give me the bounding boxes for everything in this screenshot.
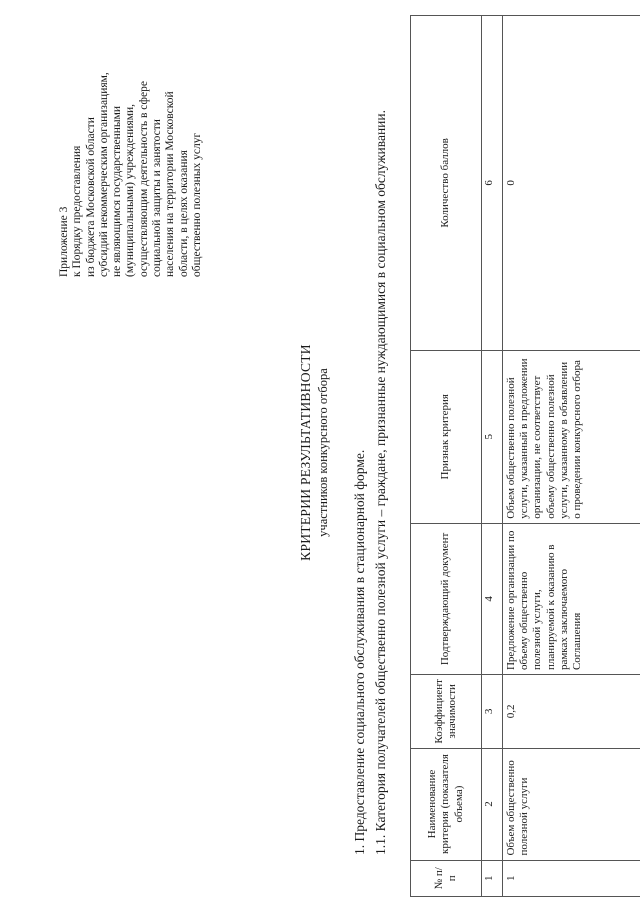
appendix-line: (муниципальными) учреждениями, — [124, 103, 137, 277]
section-heading: 1. Предоставление социального обслуживания в стационарной форме. — [352, 449, 367, 855]
column-number: 4 — [482, 523, 503, 674]
subsection-heading: 1.1. Категория получателей общественно полезной услуги – граждане, признанные нуждающимися в социальном обслуживании. — [373, 109, 388, 855]
header-cell: Подтверждающий документ — [411, 523, 482, 674]
document-subtitle: участников конкурсного отбора — [316, 368, 330, 537]
supporting-document: Предложение организации по объему общественно полезной услуги, планируемой к оказанию в рамках заключаемого Соглашения — [503, 523, 640, 674]
column-number: 6 — [482, 16, 503, 351]
significance-coefficient: 0,2 — [503, 675, 640, 749]
column-number: 5 — [482, 350, 503, 523]
appendix-line: к Порядку предоставления — [71, 145, 84, 277]
column-number-row — [482, 16, 503, 897]
criteria-table — [410, 15, 640, 897]
column-number: 3 — [482, 675, 503, 749]
header-cell: Наименование критерия (показателя объема) — [411, 748, 482, 860]
appendix-line: общественно полезных услуг — [190, 132, 203, 277]
header-cell: Количество баллов — [411, 16, 482, 351]
column-number: 1 — [482, 860, 503, 896]
appendix-line: субсидий некоммерческим организациям, — [97, 72, 110, 277]
criterion-name: Объем общественно полезной услуги — [503, 748, 640, 860]
table-row — [503, 16, 640, 897]
document-title: КРИТЕРИИ РЕЗУЛЬТАТИВНОСТИ — [298, 344, 313, 561]
appendix-line: социальной защиты и занятости — [151, 119, 164, 277]
criterion-attribute: Объем общественно полезной услуги, указанный в предложении организации, не соответствует объему общественно полезной услуги, указанному в объявлении о проведении конкурсного отбора — [503, 350, 640, 523]
header-cell: № п/п — [411, 860, 482, 896]
column-number: 2 — [482, 748, 503, 860]
header-cell: Признак критерия — [411, 350, 482, 523]
table-header-row — [411, 16, 482, 897]
appendix-line: не являющимся государственными — [111, 105, 124, 277]
row-number: 1 — [503, 860, 640, 896]
appendix-note — [58, 17, 204, 277]
appendix-line: из бюджета Московской области — [84, 117, 97, 277]
points: 0 — [503, 16, 640, 351]
appendix-line: населения на территории Московской — [164, 91, 177, 277]
appendix-line: осуществляющим деятельность в сфере — [137, 81, 150, 277]
header-cell: Коэффициент значимости — [411, 675, 482, 749]
appendix-line: области, в целях оказания — [177, 150, 190, 277]
appendix-line: Приложение 3 — [58, 206, 70, 277]
